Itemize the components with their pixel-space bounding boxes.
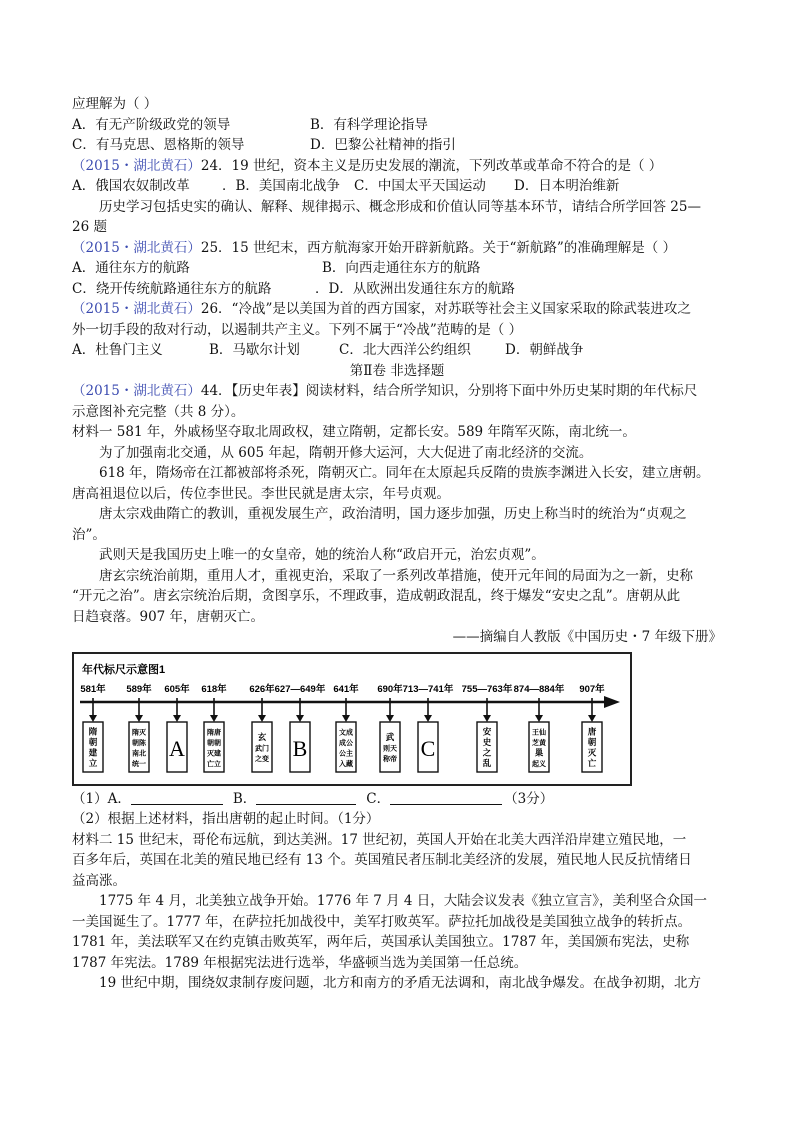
timeline-event-text: 则天 xyxy=(383,743,397,752)
timeline-event-text: 安 xyxy=(482,727,492,737)
question-text: 44．【历史年表】阅读材料，结合所学知识，分别将下面中外历史某时期的年代标尺 xyxy=(200,383,698,399)
text-line: 唐玄宗统治前期，重用人才，重视吏治，采取了一系列改革措施，使开元年间的局面为之一新，史称 xyxy=(99,567,693,584)
question-source: （2015・湖北黄石） xyxy=(72,239,201,256)
options-row xyxy=(72,115,722,136)
question-text: 26．“冷战”是以美国为首的西方国家，对苏联等社会主义国家采取的除武装进攻之 xyxy=(200,301,691,317)
timeline-svg xyxy=(74,654,630,784)
question-24 xyxy=(72,156,722,177)
blank-a-label: （1）A． xyxy=(72,790,131,807)
question-44 xyxy=(72,381,722,402)
timeline-arrowhead xyxy=(604,696,620,708)
option-b: B．向西走通往东方的航路 xyxy=(322,260,481,276)
exam-page xyxy=(72,94,722,994)
timeline-year-label: 618年 xyxy=(201,683,227,695)
timeline-year-label: 605年 xyxy=(164,683,190,695)
timeline-event-text: 起义 xyxy=(532,759,546,768)
question-25 xyxy=(72,238,722,259)
timeline-event-text: 隋灭 xyxy=(132,728,146,736)
text-line: 19 世纪中期，围绕奴隶制存废问题，北方和南方的矛盾无法调和，南北战争爆发。在战争初期，北方 xyxy=(99,975,701,991)
option-d: D．日本明治维新 xyxy=(514,178,620,194)
timeline-event-text: 朝 xyxy=(88,737,98,748)
timeline-event-text: 王仙 xyxy=(532,728,546,736)
question-text: 25．15 世纪末，西方航海家开始开辟新航路。关于“新航路”的准确理解是（ ） xyxy=(200,239,677,256)
timeline-event-text: 武 xyxy=(385,732,395,743)
timeline-event-text: 亡立 xyxy=(207,759,221,768)
timeline-event-text: 巢 xyxy=(534,748,544,758)
option-c: C．绕开传统航路通往东方的航路 xyxy=(72,280,272,297)
text-line: 唐太宗戏曲隋亡的教训，重视发展生产，政治清明，国力逐步加强，历史上称当时的统治为“贞观之 xyxy=(99,506,687,522)
timeline-event-text: 武门 xyxy=(255,743,269,752)
option-a: A．俄国农奴制改革 xyxy=(72,178,190,194)
timeline-arrow xyxy=(210,715,218,722)
text-line: 1781 年，美法联军又在约克镇击败英军，两年后，英国承认美国独立。1787 年，美国颁布宪法，史称 xyxy=(72,934,690,950)
timeline-arrow xyxy=(386,715,394,722)
timeline-arrow xyxy=(89,715,97,722)
text-line: 1775 年 4 月，北美独立战争开始。1776 年 7 月 4 日，大陆会议发表《独立宣言》，美利坚合众国一 xyxy=(99,893,708,909)
timeline-blank-letter: C xyxy=(420,735,436,761)
text-line: 益高涨。 xyxy=(72,872,126,889)
timeline-event-text: 唐 xyxy=(587,727,597,737)
timeline-event-text: 朝 xyxy=(587,737,597,748)
options-row xyxy=(72,176,722,197)
text-line: 治”。 xyxy=(72,526,106,543)
text-line: 1787 年宪法。1789 年根据宪法进行选举，华盛顿当选为美国第一任总统。 xyxy=(72,954,528,971)
timeline-event-text: 芝黄 xyxy=(532,738,546,747)
option-a: A．杜鲁门主义 xyxy=(72,342,163,358)
option-d: ．D．从欧洲出发通往东方的航路 xyxy=(315,280,515,297)
blank-c[interactable] xyxy=(390,790,502,805)
text-line: 外一切手段的敌对行动，以遏制共产主义。下列不属于“冷战”范畴的是（ ） xyxy=(72,321,523,338)
option-d: D．朝鲜战争 xyxy=(505,342,584,358)
timeline-event-text: 成公 xyxy=(339,738,353,747)
options-row xyxy=(72,258,722,279)
section-title: 第Ⅱ卷 非选择题 xyxy=(349,362,445,379)
timeline-event-text: 史 xyxy=(482,737,492,748)
option-a: A．有无产阶级政党的领导 xyxy=(72,116,231,133)
blank-b[interactable] xyxy=(256,790,356,805)
timeline-arrow xyxy=(135,715,143,722)
text-line: 历史学习包括史实的确认、解释、规律揭示、概念形成和价值认同等基本环节，请结合所学回答 25— xyxy=(99,198,701,215)
citation: ——摘编自人教版《中国历史・7 年级下册》 xyxy=(452,629,722,645)
timeline-arrow xyxy=(424,715,432,722)
text-line: 百多年后，英国在北美的殖民地已经有 13 个。英国殖民者压制北美经济的发展，殖民地人民反抗情绪日 xyxy=(72,852,692,868)
question-26 xyxy=(72,299,722,320)
timeline-event-text: 乱 xyxy=(482,758,492,769)
option-c: C．北大西洋公约组织 xyxy=(339,342,471,358)
blank-a[interactable] xyxy=(131,790,223,805)
timeline-arrow xyxy=(173,715,181,722)
timeline-arrow xyxy=(342,715,350,722)
text-line: 示意图补充完整（共 8 分）。 xyxy=(72,403,245,420)
timeline-year-label: 641年 xyxy=(333,683,359,695)
text-line: 为了加强南北交通，从 605 年起，隋朝开修大运河，大大促进了南北经济的交流。 xyxy=(99,444,593,461)
timeline-event-text: 隋 xyxy=(88,727,98,737)
option-b: B．马歇尔计划 xyxy=(209,342,300,358)
timeline-year-label: 690年 xyxy=(377,683,403,695)
text-line: 唐高祖退位以后，传位李世民。李世民就是唐太宗，年号贞观。 xyxy=(72,485,450,502)
question-text: 24．19 世纪，资本主义是历史发展的潮流，下列改革或革命不符合的是（ ） xyxy=(200,157,663,174)
timeline-event-text: 入藏 xyxy=(339,759,353,768)
options-row xyxy=(72,279,722,300)
option-c: C．有马克思、恩格斯的领导 xyxy=(72,137,245,153)
timeline-arrow xyxy=(296,715,304,722)
timeline-arrow xyxy=(483,715,491,722)
option-d: D．巴黎公社精神的指引 xyxy=(310,137,456,153)
text-line: “开元之治”。唐玄宗统治后期，贪图享乐，不理政事，造成朝政混乱，终于爆发“安史之乱”。唐朝从此 xyxy=(72,588,681,604)
option-c: C．中国太平天国运动 xyxy=(354,178,486,194)
timeline-event-text: 公主 xyxy=(339,749,353,757)
timeline-diagram xyxy=(72,652,632,786)
score-note: （3分） xyxy=(504,790,554,807)
question-source: （2015・湖北黄石） xyxy=(72,157,201,174)
option-b: B．有科学理论指导 xyxy=(310,116,428,133)
text-line: 日趋衰落。907 年，唐朝灭亡。 xyxy=(72,608,265,625)
timeline-event-text: 隋唐 xyxy=(207,728,221,736)
timeline-title: 年代标尺示意图1 xyxy=(82,663,166,676)
timeline-items xyxy=(80,683,605,772)
timeline-year-label: 589年 xyxy=(126,683,152,695)
timeline-event-text: 之 xyxy=(482,748,492,758)
timeline-event-text: 亡 xyxy=(587,758,597,769)
options-row xyxy=(72,340,722,361)
timeline-year-label: 581年 xyxy=(80,683,106,695)
options-row xyxy=(72,135,722,156)
timeline-year-label: 627—649年 xyxy=(274,683,326,695)
timeline-arrow xyxy=(588,715,596,722)
question-source: （2015・湖北黄石） xyxy=(72,383,201,399)
timeline-event-text: 建 xyxy=(88,748,98,758)
timeline-event-text: 称帝 xyxy=(383,754,397,763)
timeline-year-label: 907年 xyxy=(579,683,605,695)
question-2: （2）根据上述材料，指出唐朝的起止时间。（1分） xyxy=(72,811,380,827)
material-one: 材料一 581 年，外戚杨坚夺取北周政权，建立隋朝，定都长安。589 年隋军灭陈，南北统一。 xyxy=(72,424,636,440)
timeline-arrow xyxy=(535,715,543,722)
text-line: 618 年，隋炀帝在江都被部将杀死，隋朝灭亡。同年在太原起兵反隋的贵族李渊进入长安，建立唐朝。 xyxy=(99,465,710,481)
fill-blank-1 xyxy=(72,789,722,810)
timeline-event-text: 统一 xyxy=(132,759,146,768)
option-a: A．通往东方的航路 xyxy=(72,260,190,276)
timeline-blank-letter: B xyxy=(292,735,308,761)
timeline-event-text: 朝陈 xyxy=(132,738,146,747)
text-line: 武则天是我国历史上唯一的女皇帝，她的统治人称“政启开元，治宏贞观”。 xyxy=(99,547,545,563)
text-line: 应理解为（ ） xyxy=(72,96,158,112)
timeline-year-label: 874—884年 xyxy=(513,683,565,695)
timeline-arrow xyxy=(258,715,266,722)
timeline-blank-letter: A xyxy=(169,735,185,761)
text-line: 26 题 xyxy=(72,219,107,235)
timeline-event-text: 立 xyxy=(88,758,98,769)
timeline-event-text: 朝朝 xyxy=(207,738,221,747)
blank-c-label: C． xyxy=(366,790,391,807)
timeline-event-text: 南北 xyxy=(132,749,146,757)
timeline-year-label: 755—763年 xyxy=(461,683,513,695)
timeline-year-label: 713—741年 xyxy=(402,683,454,695)
timeline-event-text: 灭 xyxy=(587,748,597,758)
blank-b-label: B． xyxy=(232,790,257,807)
question-source: （2015・湖北黄石） xyxy=(72,301,201,317)
timeline-event-text: 文成 xyxy=(339,728,353,736)
text-line: 一美国诞生了。1777 年，在萨拉托加战役中，美军打败英军。萨拉托加战役是美国独立战争的转折点。 xyxy=(72,913,692,930)
option-b: ．B．美国南北战争 xyxy=(222,178,340,194)
timeline-event-text: 灭建 xyxy=(207,749,221,757)
timeline-event-text: 之变 xyxy=(255,754,269,763)
material-two: 材料二 15 世纪末，哥伦布远航，到达美洲。17 世纪初，英国人开始在北美大西洋沿岸建立殖民地，一 xyxy=(72,831,687,848)
timeline-year-label: 626年 xyxy=(249,683,275,695)
timeline-event-text: 玄 xyxy=(257,732,267,743)
